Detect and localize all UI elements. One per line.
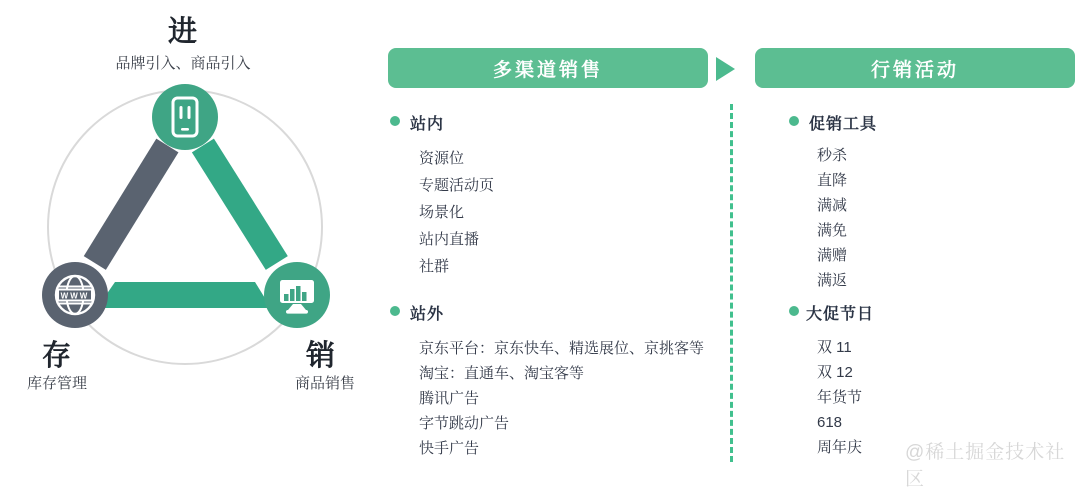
list-item: 站内直播 bbox=[419, 231, 480, 248]
section-label-offsite: 站外 bbox=[410, 306, 445, 323]
cycle-triangle-diagram bbox=[25, 75, 345, 395]
list-item: 京东平台：京东快车、精选展位、京挑客等 bbox=[419, 340, 705, 357]
node-circle-jin bbox=[152, 84, 218, 150]
list-item: 满返 bbox=[817, 272, 848, 289]
bullet-icon bbox=[390, 306, 400, 316]
section-label-promo-tools: 促销工具 bbox=[809, 116, 878, 133]
section-label-festivals: 大促节日 bbox=[806, 306, 875, 323]
dashed-divider bbox=[730, 104, 733, 462]
bullet-icon bbox=[789, 306, 799, 316]
list-item: 双 12 bbox=[817, 364, 853, 381]
edge-cun-xiao bbox=[97, 282, 271, 308]
list-item: 社群 bbox=[419, 258, 450, 275]
list-item: 双 11 bbox=[817, 339, 852, 356]
item-list-offsite bbox=[419, 336, 704, 461]
list-item: 满减 bbox=[817, 197, 848, 214]
list-item: 秒杀 bbox=[817, 147, 848, 164]
item-list-festivals bbox=[817, 335, 862, 460]
list-item: 周年庆 bbox=[817, 439, 863, 456]
node-xiao bbox=[264, 262, 330, 328]
bullet-icon bbox=[390, 116, 400, 126]
list-item: 满免 bbox=[817, 222, 848, 239]
list-item: 资源位 bbox=[419, 150, 465, 167]
item-list-promo-tools bbox=[817, 143, 847, 293]
node-label-cun: 存 bbox=[42, 340, 73, 372]
panel-header-marketing: 行销活动 bbox=[755, 48, 1075, 88]
item-list-onsite bbox=[419, 145, 494, 280]
panel-header-multichannel: 多渠道销售 bbox=[388, 48, 708, 88]
section-label-onsite: 站内 bbox=[410, 116, 445, 133]
list-item: 快手广告 bbox=[419, 440, 480, 457]
node-jin bbox=[152, 84, 218, 150]
list-item: 专题活动页 bbox=[419, 177, 495, 194]
list-item: 腾讯广告 bbox=[419, 390, 480, 407]
node-sublabel-cun: 库存管理 bbox=[27, 375, 88, 392]
list-item: 字节跳动广告 bbox=[419, 415, 510, 432]
node-label-xiao: 销 bbox=[306, 340, 337, 372]
list-item: 618 bbox=[817, 414, 843, 431]
node-sublabel-xiao: 商品销售 bbox=[295, 375, 356, 392]
edge-jin-xiao bbox=[203, 146, 277, 264]
list-item: 淘宝：直通车、淘宝客等 bbox=[419, 365, 585, 382]
list-item: 满赠 bbox=[817, 247, 848, 264]
node-label-jin: 进 bbox=[167, 16, 198, 48]
arrow-right-icon bbox=[716, 57, 735, 81]
node-cun bbox=[42, 262, 108, 328]
watermark-text: @稀土掘金技术社区 bbox=[905, 442, 1066, 490]
list-item: 年货节 bbox=[817, 389, 863, 406]
edge-jin-cun bbox=[95, 146, 168, 264]
node-sublabel-jin: 品牌引入、商品引入 bbox=[115, 55, 251, 72]
bullet-icon bbox=[789, 116, 799, 126]
www-label: WWW bbox=[60, 291, 90, 301]
list-item: 场景化 bbox=[419, 204, 465, 221]
list-item: 直降 bbox=[817, 172, 848, 189]
